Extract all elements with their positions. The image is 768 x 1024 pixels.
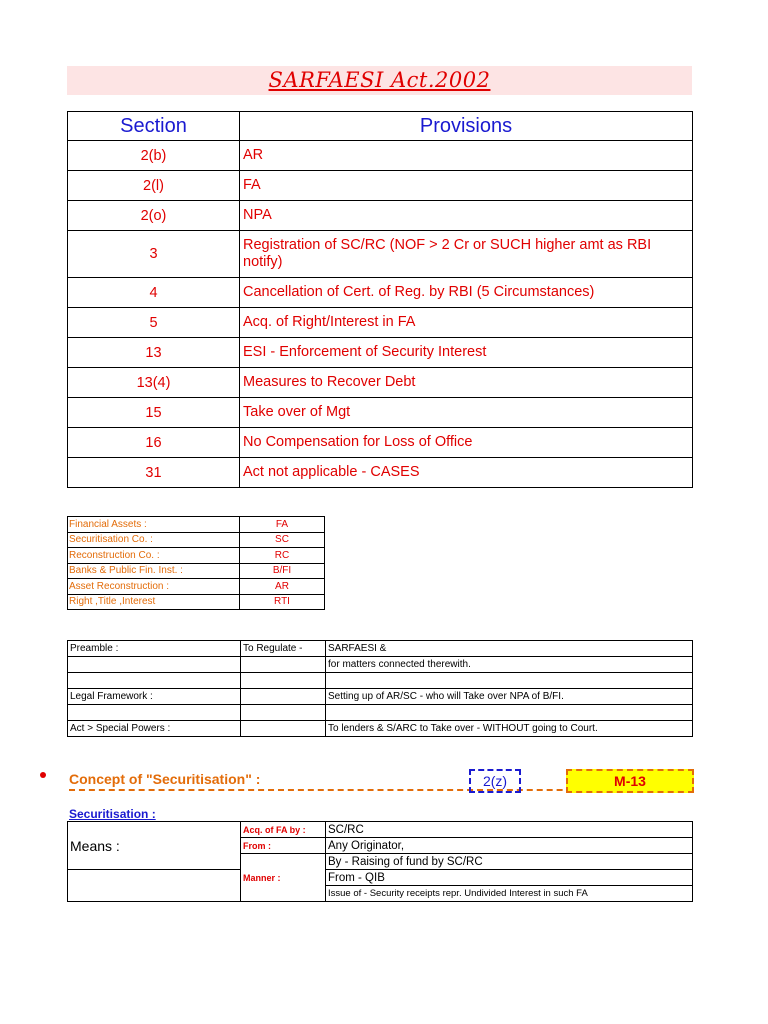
header-section: Section bbox=[68, 112, 240, 141]
abbr-term: Banks & Public Fin. Inst. : bbox=[68, 563, 240, 579]
preamble-label bbox=[68, 657, 241, 673]
powers-label: Act > Special Powers : bbox=[68, 721, 241, 737]
empty-cell bbox=[68, 870, 241, 902]
table-row bbox=[68, 641, 693, 657]
provision-cell: No Compensation for Loss of Office bbox=[240, 428, 693, 458]
means-value: Any Originator, bbox=[326, 838, 693, 854]
empty-cell bbox=[241, 721, 326, 737]
bullet-icon bbox=[40, 772, 46, 778]
table-row bbox=[68, 548, 325, 564]
abbr-term: Financial Assets : bbox=[68, 517, 240, 533]
table-row bbox=[68, 657, 693, 673]
table-row bbox=[68, 579, 325, 595]
abbr-term: Reconstruction Co. : bbox=[68, 548, 240, 564]
framework-text: Setting up of AR/SC - who will Take over NPA of B/FI. bbox=[326, 689, 693, 705]
empty-cell bbox=[68, 705, 241, 721]
abbr-value: AR bbox=[240, 579, 325, 595]
provision-cell: FA bbox=[240, 171, 693, 201]
abbr-value: SC bbox=[240, 532, 325, 548]
table-row bbox=[68, 368, 693, 398]
table-row bbox=[68, 517, 325, 533]
table-row bbox=[68, 231, 693, 278]
empty-cell bbox=[68, 673, 241, 689]
header-provisions: Provisions bbox=[240, 112, 693, 141]
preamble-verb: To Regulate - bbox=[241, 641, 326, 657]
table-row bbox=[68, 721, 693, 737]
section-cell: 16 bbox=[68, 428, 240, 458]
means-value: Issue of - Security receipts repr. Undivided Interest in such FA bbox=[326, 886, 693, 902]
title-bar bbox=[67, 66, 692, 95]
table-row bbox=[68, 594, 325, 610]
abbreviations-table bbox=[67, 516, 325, 610]
securitisation-table bbox=[67, 821, 693, 902]
concept-heading: Concept of "Securitisation" : bbox=[69, 771, 261, 787]
preamble-text: for matters connected therewith. bbox=[326, 657, 693, 673]
table-row bbox=[68, 428, 693, 458]
means-label: Means : bbox=[68, 822, 241, 870]
preamble-verb bbox=[241, 657, 326, 673]
empty-cell bbox=[241, 673, 326, 689]
section-ref-box: 2(z) bbox=[469, 769, 521, 793]
preamble-text: SARFAESI & bbox=[326, 641, 693, 657]
table-row bbox=[68, 458, 693, 488]
section-cell: 4 bbox=[68, 278, 240, 308]
preamble-table bbox=[67, 640, 693, 737]
table-row bbox=[68, 171, 693, 201]
empty-cell bbox=[241, 705, 326, 721]
module-ref-box: M-13 bbox=[566, 769, 694, 793]
provision-cell: NPA bbox=[240, 201, 693, 231]
abbr-term: Asset Reconstruction : bbox=[68, 579, 240, 595]
table-header-row bbox=[68, 112, 693, 141]
section-cell: 2(b) bbox=[68, 141, 240, 171]
section-cell: 2(l) bbox=[68, 171, 240, 201]
section-cell: 13(4) bbox=[68, 368, 240, 398]
table-row bbox=[68, 673, 693, 689]
section-cell: 13 bbox=[68, 338, 240, 368]
sections-table bbox=[67, 111, 693, 488]
abbr-value: RTI bbox=[240, 594, 325, 610]
table-row bbox=[68, 689, 693, 705]
provision-cell: AR bbox=[240, 141, 693, 171]
means-value: SC/RC bbox=[326, 822, 693, 838]
securitisation-heading: Securitisation : bbox=[69, 807, 156, 821]
table-row bbox=[68, 278, 693, 308]
provision-cell: Acq. of Right/Interest in FA bbox=[240, 308, 693, 338]
means-value: By - Raising of fund by SC/RC bbox=[326, 854, 693, 870]
provision-cell: ESI - Enforcement of Security Interest bbox=[240, 338, 693, 368]
abbr-value: B/FI bbox=[240, 563, 325, 579]
table-row bbox=[68, 532, 325, 548]
framework-label: Legal Framework : bbox=[68, 689, 241, 705]
empty-cell bbox=[241, 689, 326, 705]
abbr-value: RC bbox=[240, 548, 325, 564]
means-value: From - QIB bbox=[326, 870, 693, 886]
table-row bbox=[68, 398, 693, 428]
section-cell: 3 bbox=[68, 231, 240, 278]
provision-cell: Take over of Mgt bbox=[240, 398, 693, 428]
section-cell: 15 bbox=[68, 398, 240, 428]
table-row bbox=[68, 201, 693, 231]
abbr-value: FA bbox=[240, 517, 325, 533]
powers-text: To lenders & S/ARC to Take over - WITHOUT going to Court. bbox=[326, 721, 693, 737]
table-row bbox=[68, 870, 693, 886]
provision-cell: Registration of SC/RC (NOF > 2 Cr or SUCH higher amt as RBI notify) bbox=[240, 231, 693, 278]
abbr-term: Securitisation Co. : bbox=[68, 532, 240, 548]
preamble-label: Preamble : bbox=[68, 641, 241, 657]
document-title: SARFAESI Act.2002 bbox=[268, 68, 491, 92]
table-row bbox=[68, 563, 325, 579]
section-cell: 2(o) bbox=[68, 201, 240, 231]
section-cell: 31 bbox=[68, 458, 240, 488]
abbr-term: Right ,Title ,Interest bbox=[68, 594, 240, 610]
provision-cell: Act not applicable - CASES bbox=[240, 458, 693, 488]
provision-cell: Measures to Recover Debt bbox=[240, 368, 693, 398]
table-row bbox=[68, 308, 693, 338]
provision-cell: Cancellation of Cert. of Reg. by RBI (5 Circumstances) bbox=[240, 278, 693, 308]
table-row bbox=[68, 822, 693, 838]
table-row bbox=[68, 141, 693, 171]
section-cell: 5 bbox=[68, 308, 240, 338]
table-row bbox=[68, 705, 693, 721]
empty-cell bbox=[326, 705, 693, 721]
manner-key: Manner : bbox=[241, 854, 326, 902]
means-key: Acq. of FA by : bbox=[241, 822, 326, 838]
table-row bbox=[68, 338, 693, 368]
empty-cell bbox=[326, 673, 693, 689]
means-key: From : bbox=[241, 838, 326, 854]
